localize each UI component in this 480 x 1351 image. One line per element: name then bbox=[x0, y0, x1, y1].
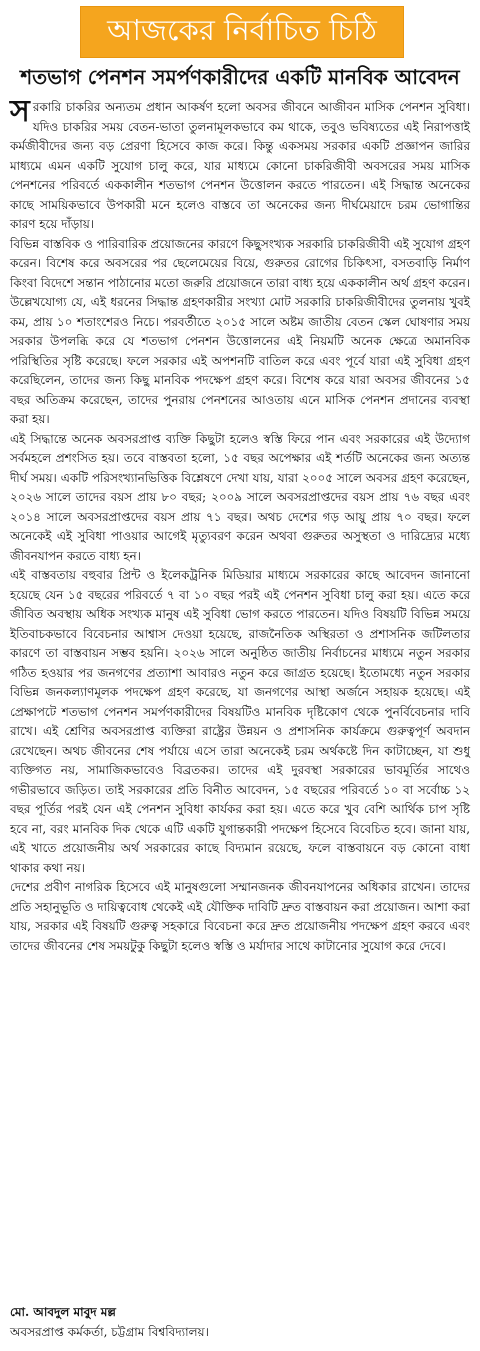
paragraph-1: সরকারি চাকরির অন্যতম প্রধান আকর্ষণ হলো অবসর জীবনে আজীবন মাসিক পেনশন সুবিধা। যদিও চাকরির সময় বেতন-ভাতা তুলনামূলকভাবে কম থাকে, তবুও ভবিষ্যতের এই নিরাপত্তাই কর্মজীবীদের জন্য বড় প্রেরণা হিসেবে কাজ করে। কিন্তু একসময় সরকার একটি প্রজ্ঞাপন জারির মাধ্যমে এমন একটি সুযোগ চালু করে, যার মাধ্যমে কোনো চাকরিজীবী অবসরের সময় মাসিক পেনশনের পরিবর্তে এককালীন শতভাগ পেনশন উত্তোলন করতে পারতেন। এই সিদ্ধান্ত অনেকের কাছে সাময়িকভাবে উপকারী মনে হলেও বাস্তবে তা অনেকের জন্য দীর্ঘমেয়াদে চরম ভোগান্তির কারণ হয়ে দাঁড়ায়। bbox=[10, 94, 470, 231]
letter-body bbox=[10, 94, 470, 956]
author-name: মো. আবদুল মাবুদ মল্ল bbox=[10, 1305, 116, 1319]
section-banner: আজকের নির্বাচিত চিঠি bbox=[80, 6, 404, 58]
author-designation: অবসরপ্রাপ্ত কর্মকর্তা, চট্টগ্রাম বিশ্ববিদ্যালয়। bbox=[10, 1325, 209, 1339]
paragraph-4: এই বাস্তবতায় বহুবার প্রিন্ট ও ইলেকট্রনিক মিডিয়ার মাধ্যমে সরকারের কাছে আবেদন জানানো হয়েছে যেন ১৫ বছরের পরিবর্তে ৭ বা ১০ বছর পরই এই পেনশন সুবিধা চালু করা হয়। এতে করে জীবিত অবস্থায় অধিক সংখ্যক মানুষ এই সুবিধা ভোগ করতে পারতেন। যদিও বিষয়টি বিভিন্ন সময়ে ইতিবাচকভাবে বিবেচনার আশ্বাস দেওয়া হয়েছে, রাজনৈতিক অস্থিরতা ও প্রশাসনিক জটিলতার কারণে তা বাস্তবায়ন সম্ভব হয়নি। ২০২৬ সালে অনুষ্ঠিত জাতীয় নির্বাচনের মাধ্যমে নতুন সরকার গঠিত হওয়ার পর জনগণের প্রত্যাশা আবারও নতুন করে জাগ্রত হয়েছে। ইতোমধ্যে নতুন সরকার বিভিন্ন জনকল্যাণমূলক পদক্ষেপ গ্রহণ করেছে, যা জনগণের আস্থা অর্জনে সহায়ক হয়েছে। এই প্রেক্ষাপটে শতভাগ পেনশন সমর্পণকারীদের বিষয়টিও মানবিক দৃষ্টিকোণ থেকে পুনর্বিবেচনার দাবি রাখে। এই শ্রেণির অবসরপ্রাপ্ত ব্যক্তিরা রাষ্ট্রের উন্নয়ন ও প্রশাসনিক কার্যক্রমে গুরুত্বপূর্ণ অবদান রেখেছেন। অথচ জীবনের শেষ পর্যায়ে এসে তারা অনেকেই চরম অর্থকষ্টে দিন কাটাচ্ছেন, যা শুধু ব্যক্তিগত নয়, সামাজিকভাবেও বিব্রতকর। তাদের এই দুরবস্থা সরকারের ভাবমূর্তির সাথেও গভীরভাবে জড়িত। তাই সরকারের প্রতি বিনীত আবেদন, ১৫ বছরের পরিবর্তে ১০ বা সর্বোচ্চ ১২ বছর পূর্তির পরই যেন এই পেনশন সুবিধা কার্যকর করা হয়। এতে করে খুব বেশি আর্থিক চাপ সৃষ্টি হবে না, বরং মানবিক দিক থেকে এটি একটি যুগান্তকারী পদক্ষেপ হিসেবে বিবেচিত হবে। জানা যায়, এই খাতে প্রয়োজনীয় অর্থ সরকারের কাছে বিদ্যমান রয়েছে, ফলে বাস্তবায়নে বড় কোনো বাধা থাকার কথা নয়। bbox=[10, 568, 470, 875]
paragraph-2: বিভিন্ন বাস্তবিক ও পারিবারিক প্রয়োজনের কারণে কিছুসংখ্যক সরকারি চাকরিজীবী এই সুযোগ গ্রহণ করেন। বিশেষ করে অবসরের পর ছেলেমেয়ের বিয়ে, গুরুতর রোগের চিকিৎসা, বসতবাড়ি নির্মাণ কিংবা বিদেশে সন্তান পাঠানোর মতো জরুরি প্রয়োজনে তারা বাধ্য হয়ে এককালীন অর্থ গ্রহণ করেন। উল্লেখযোগ্য যে, এই ধরনের সিদ্ধান্ত গ্রহণকারীর সংখ্যা মোট সরকারি চাকরিজীবীদের তুলনায় খুবই কম, প্রায় ১০ শতাংশেরও নিচে। পরবর্তীতে ২০১৫ সালে অষ্টম জাতীয় বেতন স্কেল ঘোষণার সময় সরকার উপলব্ধি করে যে শতভাগ পেনশন উত্তোলনের এই নিয়মটি অনেক ক্ষেত্রে অমানবিক পরিস্থিতির সৃষ্টি করেছে। ফলে সরকার এই অপশনটি বাতিল করে এবং পূর্বে যারা এই সুবিধা গ্রহণ করেছিলেন, তাদের জন্য কিছু মানবিক পদক্ষেপ গ্রহণ করে। বিশেষ করে যারা অবসর জীবনের ১৫ বছর অতিক্রম করেছেন, তাদের পুনরায় পেনশনের আওতায় এনে মাসিক পেনশন প্রদানের ব্যবস্থা করা হয়। bbox=[10, 236, 470, 426]
letter-headline: শতভাগ পেনশন সমর্পণকারীদের একটি মানবিক আবেদন bbox=[20, 65, 460, 89]
paragraph-3: এই সিদ্ধান্তে অনেক অবসরপ্রাপ্ত ব্যক্তি কিছুটা হলেও স্বস্তি ফিরে পান এবং সরকারের এই উদ্যোগ সর্বমহলে প্রশংসিত হয়। তবে বাস্তবতা হলো, ১৫ বছর অপেক্ষার এই শর্তটি অনেকের জন্য অত্যন্ত দীর্ঘ সময়। একটি পরিসংখ্যানভিত্তিক বিশ্লেষণে দেখা যায়, যারা ২০০৫ সালে অবসর গ্রহণ করেছেন, ২০২৬ সালে তাদের বয়স প্রায় ৮০ বছর; ২০০৯ সালে অবসরপ্রাপ্তদের বয়স প্রায় ৭৬ বছর এবং ২০১৪ সালে অবসরপ্রাপ্তদের বয়স প্রায় ৭১ বছর। অথচ দেশের গড় আয়ু প্রায় ৭০ বছর। ফলে অনেকেই এই সুবিধা পাওয়ার আগেই মৃত্যুবরণ করেন অথবা গুরুতর অসুস্থতা ও দারিদ্র্যের মধ্যে জীবনযাপন করতে বাধ্য হন। bbox=[10, 431, 470, 563]
paragraph-5: দেশের প্রবীণ নাগরিক হিসেবে এই মানুষগুলো সম্মানজনক জীবনযাপনের অধিকার রাখেন। তাদের প্রতি সহানুভূতি ও দায়িত্ববোধ থেকেই এই যৌক্তিক দাবিটি দ্রুত বাস্তবায়ন করা প্রয়োজন। আশা করা যায়, সরকার এই বিষয়টি গুরুত্ব সহকারে বিবেচনা করে দ্রুত প্রয়োজনীয় পদক্ষেপ গ্রহণ করবে এবং তাদের জীবনের শেষ সময়টুকু কিছুটা হলেও স্বস্তি ও মর্যাদার সাথে কাটানোর সুযোগ করে দেবে। bbox=[10, 880, 470, 953]
drop-cap: স bbox=[10, 94, 30, 129]
signature-block bbox=[10, 1302, 470, 1342]
